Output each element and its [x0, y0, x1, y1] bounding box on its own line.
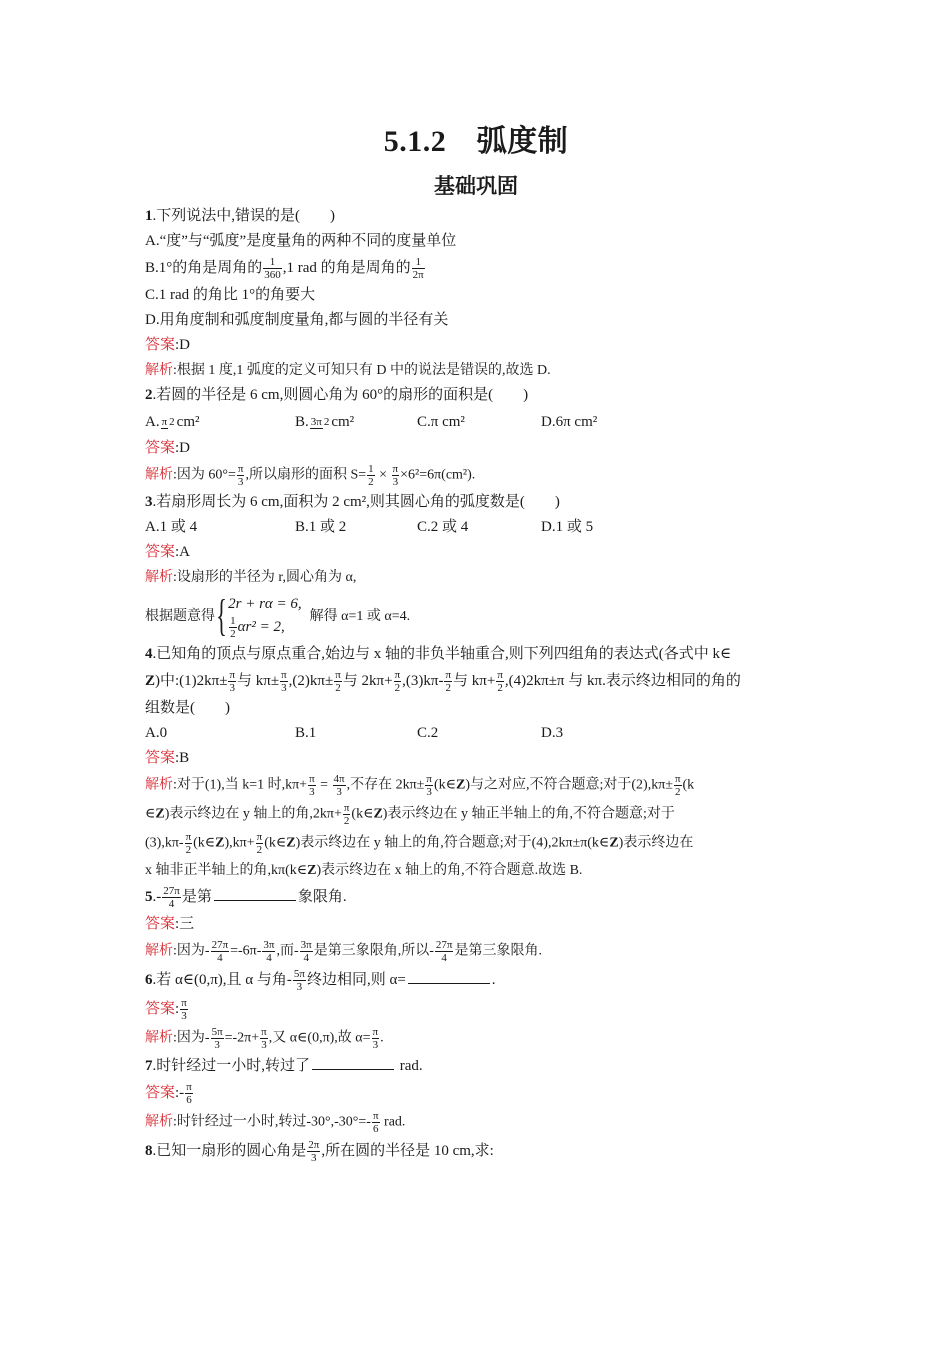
- question-3-equation-system: 根据题意得 { 2r + rα = 6, $\frac{1}{2}$ αr² = 2, 解得 α=1 或 α=4.: [145, 591, 411, 641]
- question-4-analysis-line-2: ∈Z)表示终边在 y 轴上的角,2kπ+ $\frac{\pi}{2}$ (k∈Z)表示终边在 y 轴正半轴上的角,不符合题意;对于: [145, 802, 675, 828]
- option-b: B.1 或 2: [295, 519, 347, 536]
- question-4-stem-line-1: 4.已知角的顶点与原点重合,始边与 x 轴的非负半轴重合,则下列四组角的表达式(各式中 k∈: [145, 646, 732, 663]
- answer-blank[interactable]: [214, 886, 296, 901]
- question-3-options: [145, 517, 815, 538]
- question-2-answer: 答案:D: [145, 440, 191, 457]
- fraction: $\frac{1}{2\pi}$: [412, 256, 424, 282]
- question-1-option-c: C.1 rad 的角比 1°的角要大: [145, 287, 316, 304]
- question-4-analysis-line-4: x 轴非正半轴上的角,kπ(k∈Z)表示终边在 x 轴上的角,不符合题意.故选 B.: [145, 863, 583, 879]
- option-d: D.1 或 5: [541, 519, 594, 536]
- question-3-analysis: 解析:设扇形的半径为 r,圆心角为 α,: [145, 570, 357, 586]
- option-d: D.3: [541, 725, 564, 742]
- answer-blank[interactable]: [408, 969, 490, 984]
- question-4-analysis-line-3: (3),kπ- $\frac{\pi}{2}$ (k∈Z),kπ+ $\frac{\pi}{2}$ (k∈Z)表示终边在 y 轴上的角,符合题意;对于(4),2kπ±π(k∈Z)表示终边在: [145, 831, 694, 857]
- option-a: A.0: [145, 725, 168, 742]
- question-8-stem: 8.已知一扇形的圆心角是 $\frac{2\pi}{3}$ ,所在圆的半径是 10 cm,求:: [145, 1139, 494, 1165]
- question-7-answer: 答案:- $\frac{\pi}{6}$: [145, 1081, 192, 1107]
- question-3-stem: 3.若扇形周长为 6 cm,面积为 2 cm²,则其圆心角的弧度数是( ): [145, 494, 560, 511]
- question-5-analysis: 解析:因为- $\frac{27\pi}{4}$ =-6π- $\frac{3\pi}{4}$ ,而- $\frac{3\pi}{4}$ 是第三象限角,所以- $\frac{27\pi}{4}$ 是第三象限角.: [145, 939, 542, 965]
- fraction: $\frac{1}{360}$: [264, 256, 281, 282]
- option-d: D.6π cm²: [541, 414, 598, 431]
- option-a: A.1 或 4: [145, 519, 198, 536]
- question-3-answer: 答案:A: [145, 544, 191, 561]
- equation-system: { 2r + rα = 6, $\frac{1}{2}$ αr² = 2,: [216, 591, 302, 641]
- answer-blank[interactable]: [312, 1055, 394, 1070]
- option-b: B.1: [295, 725, 317, 742]
- option-c: C.π cm²: [417, 414, 465, 431]
- question-4-analysis-line-1: 解析:对于(1),当 k=1 时,kπ+ $\frac{\pi}{3}$ = $\frac{4\pi}{3}$ ,不存在 2kπ± $\frac{\pi}{3}$ (k∈Z)与之对应,不符合题意;对于(2),kπ± $\frac{\pi}{2}$ (k: [145, 773, 695, 799]
- question-4-stem-line-3: 组数是( ): [145, 700, 230, 717]
- option-c: C.2 或 4: [417, 519, 469, 536]
- option-a: A. π 2cm²: [145, 414, 200, 431]
- section-heading: 基础巩固: [434, 174, 518, 198]
- question-4-options: [145, 723, 815, 744]
- question-2-options: [145, 410, 815, 434]
- question-6-analysis: 解析:因为- $\frac{5\pi}{3}$ =-2π+ $\frac{\pi}{3}$ ,又 α∈(0,π),故 α= $\frac{\pi}{3}$ .: [145, 1026, 384, 1052]
- question-1-option-a: A.“度”与“弧度”是度量角的两种不同的度量单位: [145, 233, 457, 249]
- question-1-answer: 答案:D: [145, 337, 191, 354]
- question-4-answer: 答案:B: [145, 750, 190, 767]
- question-1-stem: 1.下列说法中,错误的是( ): [145, 208, 335, 224]
- question-6-stem: 6.若 α∈(0,π),且 α 与角- $\frac{5\pi}{3}$ 终边相同,则 α= .: [145, 968, 496, 994]
- option-c: C.2: [417, 725, 439, 742]
- question-7-analysis: 解析:时针经过一小时,转过-30°,-30°=- $\frac{\pi}{6}$ rad.: [145, 1110, 406, 1136]
- question-7-stem: 7.时针经过一小时,转过了 rad.: [145, 1055, 815, 1077]
- page-title: 5.1.2 弧度制: [383, 125, 569, 158]
- option-b: B. 3π 2cm²: [295, 414, 355, 431]
- left-brace: {: [216, 591, 227, 641]
- question-1-analysis: 解析:根据 1 度,1 弧度的定义可知只有 D 中的说法是错误的,故选 D.: [145, 363, 551, 379]
- question-5-stem: 5.- $\frac{27\pi}{4}$ 是第 象限角.: [145, 885, 347, 911]
- question-1-option-d: D.用角度制和弧度制度量角,都与圆的半径有关: [145, 312, 449, 329]
- question-1-option-b: B.1°的角是周角的 $\frac{1}{360}$ ,1 rad 的角是周角的 $\frac{1}{2\pi}$: [145, 256, 424, 282]
- exercise-list: [145, 206, 815, 1168]
- question-4-stem-line-2: Z)中:(1)2kπ± $\frac{\pi}{3}$ 与 kπ± $\frac{\pi}{3}$ ,(2)kπ± $\frac{\pi}{2}$ 与 2kπ+ $\frac{\pi}{2}$ ,(3)kπ- $\frac{\pi}{2}$ 与 kπ+ $\frac{\pi}{2}$ ,(4)2kπ±π 与 kπ.表示终边相同的角的: [145, 669, 741, 695]
- question-5-answer: 答案:三: [145, 916, 195, 933]
- question-2-analysis: 解析:因为 60°= $\frac{\pi}{3}$ ,所以扇形的面积 S= $\frac{1}{2}$ × $\frac{\pi}{3}$ ×6²=6π(cm²).: [145, 463, 476, 489]
- question-6-answer: 答案: $\frac{\pi}{3}$: [145, 997, 187, 1023]
- question-2-stem: 2.若圆的半径是 6 cm,则圆心角为 60°的扇形的面积是( ): [145, 387, 529, 404]
